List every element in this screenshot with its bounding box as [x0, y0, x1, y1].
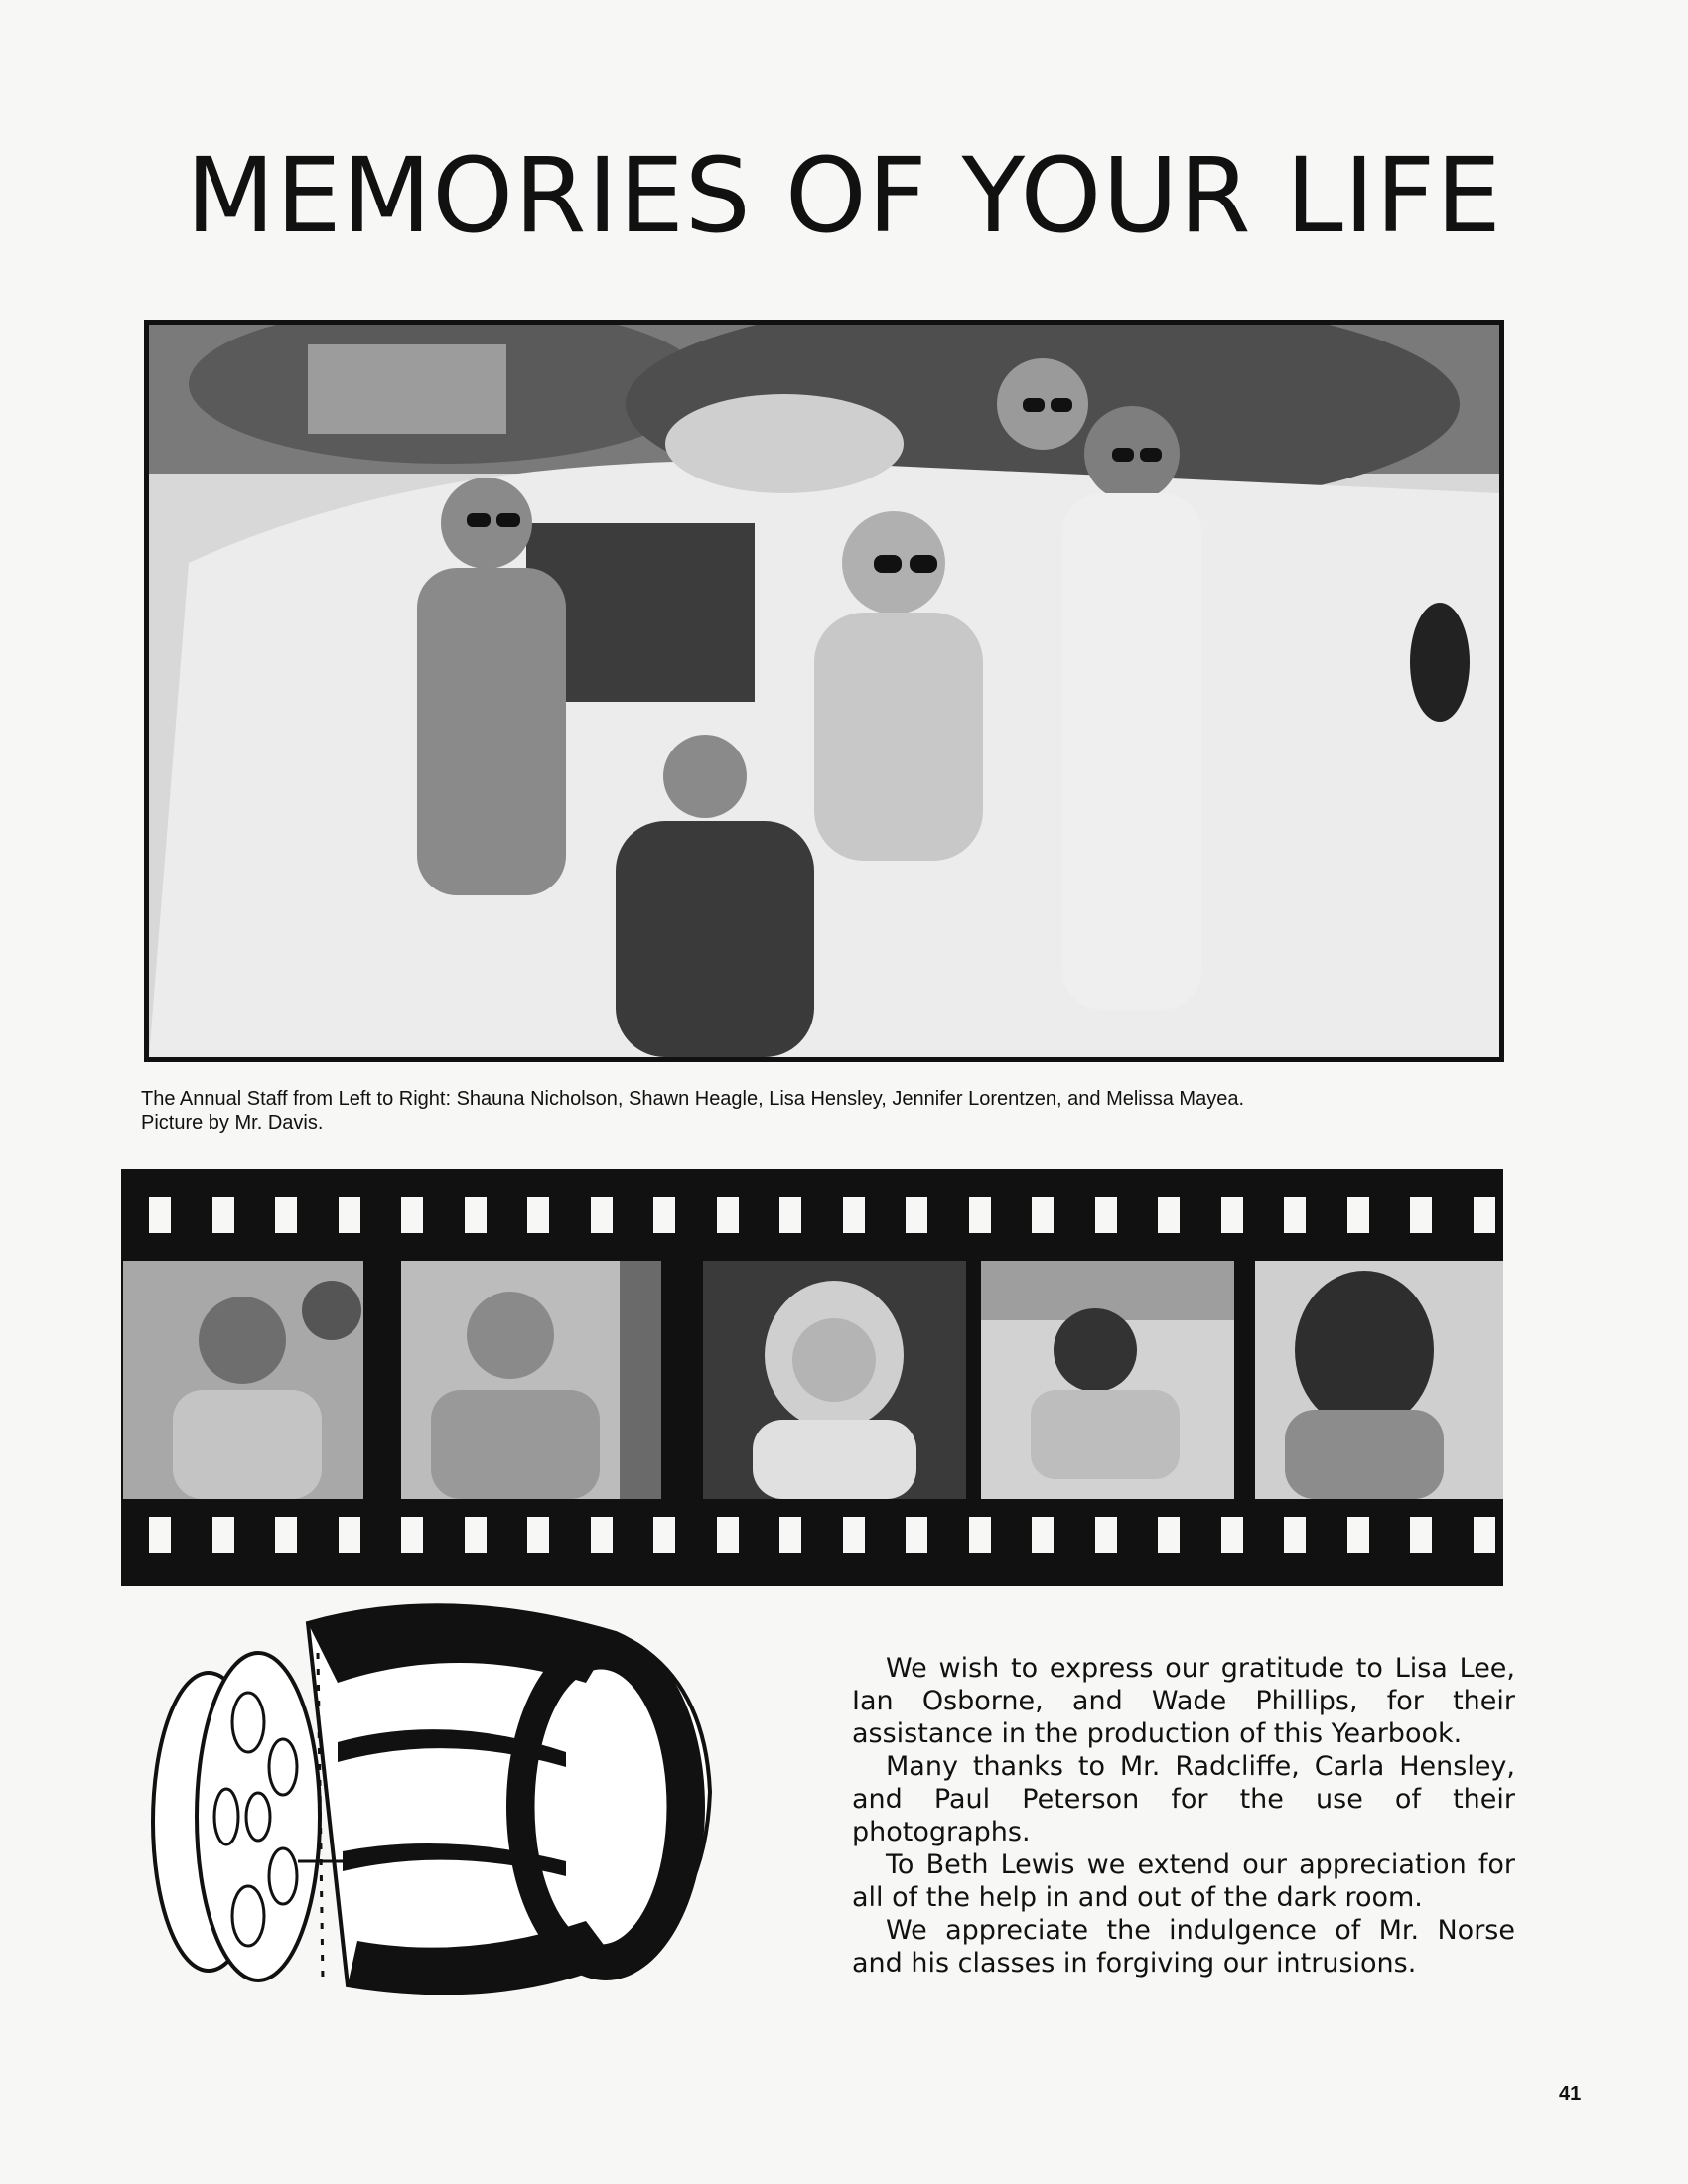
sprocket-hole [1221, 1197, 1243, 1233]
sprocket-hole [1284, 1517, 1306, 1553]
film-frame-photo-5 [1255, 1261, 1503, 1499]
sprocket-hole [1347, 1517, 1369, 1553]
sprocket-hole [717, 1517, 739, 1553]
sprocket-hole [906, 1197, 927, 1233]
sprocket-hole [149, 1517, 171, 1553]
sprocket-hole [653, 1517, 675, 1553]
sprocket-hole [1095, 1517, 1117, 1553]
sprocket-hole [401, 1517, 423, 1553]
sprocket-hole [527, 1517, 549, 1553]
page-number: 41 [1559, 2083, 1582, 2105]
sprocket-hole [212, 1517, 234, 1553]
ack-paragraph: We appreciate the indulgence of Mr. Norse and his classes in forgiving our intrusions. [852, 1915, 1515, 1979]
sprocket-hole [1158, 1517, 1180, 1553]
sprocket-hole [465, 1197, 487, 1233]
sprocket-hole [1158, 1197, 1180, 1233]
staff-group-photo [144, 320, 1504, 1062]
sprocket-row-top [121, 1197, 1503, 1237]
sprocket-hole [779, 1197, 801, 1233]
acknowledgements [852, 1652, 1515, 1979]
sprocket-hole [212, 1197, 234, 1233]
sprocket-hole [1032, 1517, 1054, 1553]
ack-paragraph: To Beth Lewis we extend our appreciation for all of the help in and out of the dark room. [852, 1849, 1515, 1913]
sprocket-hole [1284, 1197, 1306, 1233]
sprocket-hole [843, 1517, 865, 1553]
filmstrip [121, 1169, 1503, 1586]
sprocket-hole [275, 1517, 297, 1553]
sprocket-hole [1410, 1197, 1432, 1233]
film-frame-photo-3 [703, 1261, 966, 1499]
sprocket-hole [717, 1197, 739, 1233]
sprocket-hole [1410, 1517, 1432, 1553]
film-frame-photo-2 [401, 1261, 661, 1499]
caption-credit: Picture by Mr. Davis. [141, 1112, 324, 1134]
sprocket-hole [465, 1517, 487, 1553]
sprocket-hole [906, 1517, 927, 1553]
sprocket-hole [653, 1197, 675, 1233]
film-frame-photo-1 [123, 1261, 363, 1499]
sprocket-hole [1347, 1197, 1369, 1233]
sprocket-hole [1032, 1197, 1054, 1233]
caption-names: The Annual Staff from Left to Right: Shauna Nicholson, Shawn Heagle, Lisa Hensley, Jennifer Lorentzen, and Melissa Mayea. [141, 1088, 1245, 1110]
sprocket-hole [1474, 1197, 1495, 1233]
sprocket-hole [275, 1197, 297, 1233]
sprocket-hole [591, 1197, 613, 1233]
sprocket-row-bottom [121, 1517, 1503, 1557]
sprocket-hole [1221, 1517, 1243, 1553]
film-reel-illustration [149, 1593, 715, 1995]
sprocket-hole [339, 1517, 360, 1553]
film-frame-photo-4 [981, 1261, 1234, 1499]
sprocket-hole [969, 1197, 991, 1233]
ack-paragraph: Many thanks to Mr. Radcliffe, Carla Hensley, and Paul Peterson for the use of their photographs. [852, 1751, 1515, 1847]
sprocket-hole [527, 1197, 549, 1233]
photo-caption [141, 1087, 1531, 1135]
ack-paragraph: We wish to express our gratitude to Lisa Lee, Ian Osborne, and Wade Phillips, for their assistance in the production of this Yearbook. [852, 1653, 1515, 1749]
sprocket-hole [149, 1197, 171, 1233]
sprocket-hole [1095, 1197, 1117, 1233]
sprocket-hole [779, 1517, 801, 1553]
sprocket-hole [1474, 1517, 1495, 1553]
sprocket-hole [339, 1197, 360, 1233]
page-title: MEMORIES OF YOUR LIFE [186, 135, 1502, 256]
sprocket-hole [969, 1517, 991, 1553]
sprocket-hole [591, 1517, 613, 1553]
sprocket-hole [843, 1197, 865, 1233]
sprocket-hole [401, 1197, 423, 1233]
